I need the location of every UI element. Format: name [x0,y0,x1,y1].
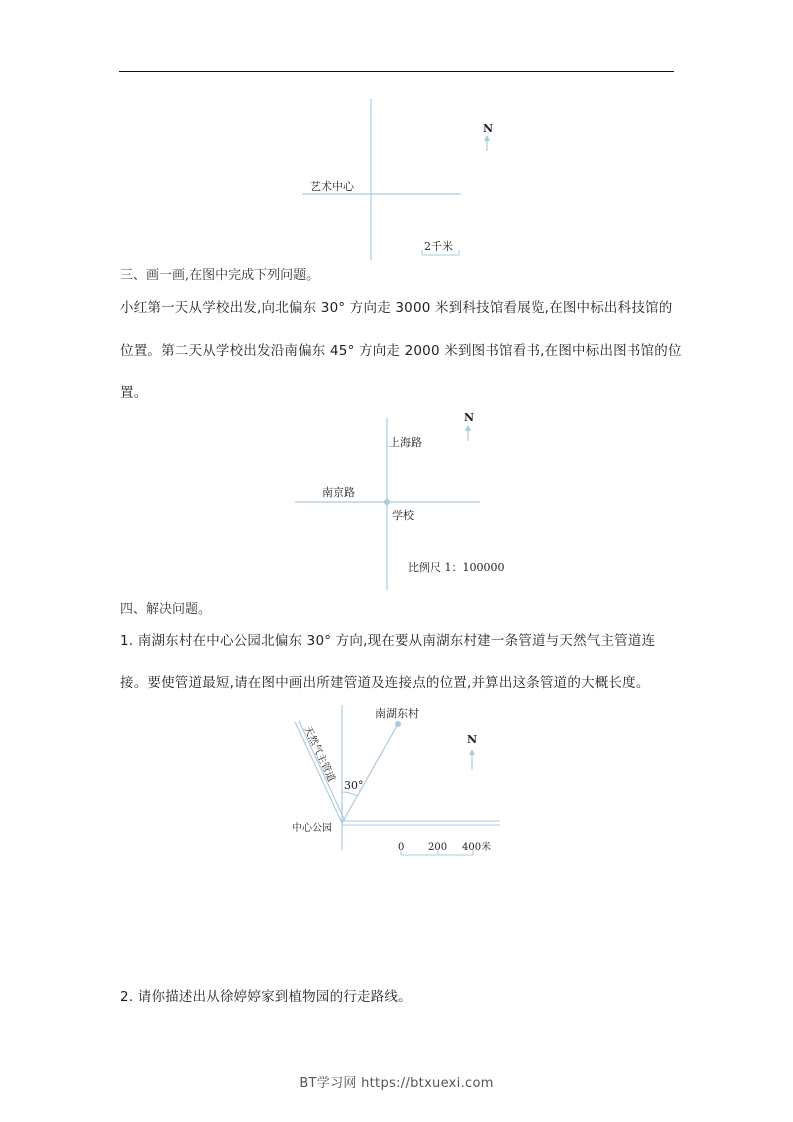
village-label: 南湖东村 [375,707,419,720]
section-3-line-1: 小红第一天从学校出发,向北偏东 30° 方向走 3000 米到科技馆看展览,在图中标出科技馆的 [120,300,673,316]
village-point [395,721,401,727]
gas-pipeline [295,721,345,823]
art-center-label: 艺术中心 [310,180,354,193]
diagram-central-park [280,700,510,860]
scale-label: 比例尺 1：100000 [408,561,505,574]
north-arrow-icon [465,425,471,441]
footer-watermark: BT学习网 https://btxuexi.com [299,1076,494,1091]
shanghai-road-label: 上海路 [389,436,422,449]
section-3-heading: 三、画一画,在图中完成下列问题。 [120,268,320,283]
question-2: 2. 请你描述出从徐婷婷家到植物园的行走路线。 [120,989,412,1005]
school-point [384,499,390,505]
scale-tick-400: 400米 [462,842,492,853]
section-3-line-3: 置。 [120,385,148,401]
park-label: 中心公园 [292,823,332,834]
scale-tick-200: 200 [428,842,448,853]
north-arrow-icon [469,749,475,770]
question-1-line-1: 1. 南湖东村在中心公园北偏东 30° 方向,现在要从南湖东村建一条管道与天然气主管道连 [120,633,656,649]
angle-label: 30° [344,779,364,792]
scale-tick-0: 0 [398,842,405,853]
north-label: N [464,411,475,424]
north-label: N [467,733,478,746]
nanjing-road-label: 南京路 [322,486,355,499]
angle-arc [342,792,357,796]
diagram-school-map [290,400,510,595]
north-arrow-icon [484,135,490,151]
diagram-art-center [290,90,510,265]
section-4-heading: 四、解决问题。 [120,602,212,617]
east-road [342,821,500,825]
pipeline-label: 天然气主管道 [301,724,337,784]
section-3-line-2: 位置。第二天从学校出发沿南偏东 45° 方向走 2000 米到图书馆看书,在图中标出图书馆的位 [120,343,682,359]
village-direction-line [342,724,398,823]
school-label: 学校 [392,509,414,522]
question-1-line-2: 接。要使管道最短,请在图中画出所建管道及连接点的位置,并算出这条管道的大概长度。 [120,675,650,691]
north-label: N [483,122,494,135]
header-rule [119,71,674,72]
scale-label: 2千米 [424,240,453,253]
